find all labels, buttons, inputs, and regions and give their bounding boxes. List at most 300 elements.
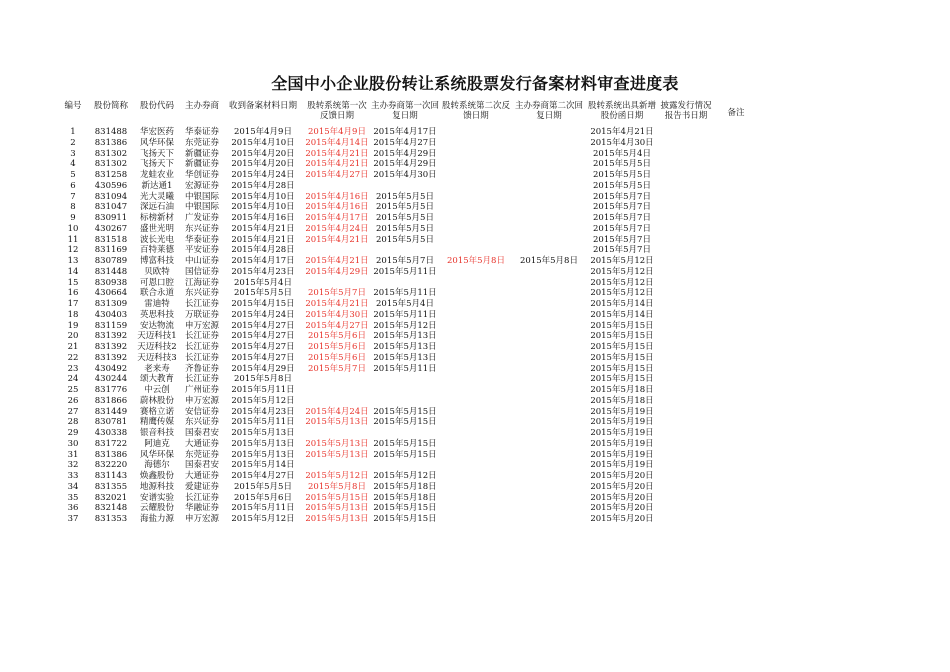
cell-received: 2015年5月11日 [231,417,295,428]
cell-letter: 2015年5月7日 [593,202,651,213]
cell-no: 17 [67,299,79,309]
cell-no: 37 [67,514,79,524]
cell-feedback1: 2015年4月21日 [305,148,369,159]
cell-received: 2015年4月10日 [231,191,295,202]
cell-no: 7 [70,191,76,202]
col-header-received: 收到备案材料日期 [228,101,297,111]
cell-name: 精鹰传媒 [139,417,174,428]
cell-code: 831169 [94,245,128,256]
cell-feedback1: 2015年4月21日 [305,159,369,170]
cell-no: 8 [70,202,76,213]
cell-reply1: 2015年5月15日 [373,449,437,460]
cell-letter: 2015年5月20日 [590,471,654,481]
cell-code: 831392 [94,352,128,363]
cell-code: 430596 [94,180,128,191]
cell-code: 831518 [94,234,128,245]
cell-reply1: 2015年5月5日 [376,223,434,234]
cell-code: 430664 [94,288,128,299]
col-header-broker: 主办券商 [184,101,219,111]
cell-code: 430267 [94,223,128,234]
cell-name: 老来寿 [144,363,170,374]
progress-table [0,127,950,525]
cell-reply1: 2015年5月12日 [373,320,437,331]
cell-no: 2 [70,137,76,148]
cell-reply1: 2015年5月12日 [373,471,437,481]
cell-name: 雷迪特 [144,299,170,309]
cell-letter: 2015年5月15日 [590,342,654,352]
cell-code: 832148 [94,503,128,514]
table-row [0,514,950,525]
cell-no: 31 [67,449,79,460]
table-row [0,439,950,450]
cell-no: 14 [67,266,79,277]
cell-reply1: 2015年5月15日 [373,503,437,514]
cell-no: 25 [67,385,79,395]
cell-feedback1: 2015年4月24日 [305,223,369,234]
cell-broker: 华泰证券 [184,234,219,245]
cell-broker: 爱建证券 [184,481,219,492]
cell-received: 2015年5月13日 [231,428,295,438]
cell-reply1: 2015年5月13日 [373,352,437,363]
cell-letter: 2015年5月15日 [590,320,654,331]
cell-name: 赛格立诺 [139,406,174,417]
cell-broker: 华融证券 [184,503,219,514]
cell-received: 2015年4月27日 [231,471,295,481]
cell-received: 2015年4月23日 [231,406,295,417]
cell-received: 2015年5月6日 [234,492,292,503]
cell-received: 2015年4月27日 [231,320,295,331]
cell-feedback1: 2015年5月6日 [308,352,366,363]
cell-letter: 2015年5月19日 [590,449,654,460]
cell-code: 831386 [94,137,128,148]
cell-letter: 2015年5月20日 [590,503,654,514]
cell-feedback1: 2015年4月16日 [305,191,369,202]
cell-feedback2: 2015年5月8日 [447,256,505,266]
table-row [0,299,950,310]
table-row [0,482,950,493]
cell-code: 831302 [94,148,128,159]
cell-name: 盛世光明 [139,223,174,234]
cell-code: 832021 [94,492,128,503]
cell-letter: 2015年5月19日 [590,460,654,471]
table-row [0,364,950,375]
cell-name: 安谱实验 [139,492,174,503]
cell-received: 2015年4月24日 [231,170,295,180]
table-row [0,149,950,160]
cell-reply1: 2015年5月7日 [376,256,434,266]
table-row [0,460,950,471]
col-header-no: 编号 [64,101,82,111]
cell-reply1: 2015年4月30日 [373,170,437,180]
cell-no: 13 [67,256,79,266]
cell-name: 安达物流 [139,320,174,331]
cell-code: 831309 [94,299,128,309]
table-row [0,471,950,482]
cell-received: 2015年4月28日 [231,245,295,256]
cell-received: 2015年4月10日 [231,137,295,148]
cell-reply1: 2015年5月15日 [373,514,437,524]
cell-broker: 长江证券 [184,299,219,309]
cell-broker: 长江证券 [184,342,219,352]
cell-letter: 2015年5月12日 [590,256,654,266]
cell-letter: 2015年5月7日 [593,234,651,245]
cell-letter: 2015年5月7日 [593,245,651,256]
cell-code: 831302 [94,159,128,170]
cell-no: 5 [70,170,76,180]
cell-name: 博富科技 [139,256,174,266]
cell-received: 2015年4月16日 [231,213,295,223]
cell-broker: 万联证券 [184,309,219,320]
cell-name: 蔚林股份 [139,395,174,406]
col-header-note: 备注 [727,108,745,118]
table-row [0,224,950,235]
cell-name: 天迈科技3 [137,352,177,363]
cell-broker: 申万宏源 [184,395,219,406]
cell-broker: 平安证券 [184,245,219,256]
cell-feedback1: 2015年4月14日 [305,137,369,148]
cell-code: 831258 [94,170,128,180]
cell-code: 831159 [94,320,128,331]
cell-no: 12 [67,245,79,256]
cell-letter: 2015年4月21日 [590,127,654,137]
cell-code: 831392 [94,331,128,342]
cell-received: 2015年5月5日 [234,481,292,492]
table-row [0,493,950,504]
cell-name: 地源科技 [139,481,174,492]
cell-code: 830789 [94,256,128,266]
cell-broker: 新疆证券 [184,148,219,159]
cell-no: 34 [67,481,79,492]
cell-reply1: 2015年5月15日 [373,438,437,449]
cell-letter: 2015年5月18日 [590,385,654,395]
cell-received: 2015年5月12日 [231,395,295,406]
cell-name: 海德尔 [144,460,170,471]
cell-name: 光大灵曦 [139,191,174,202]
cell-received: 2015年4月27日 [231,342,295,352]
cell-no: 32 [67,460,79,471]
cell-reply2: 2015年5月8日 [520,256,578,266]
cell-reply1: 2015年5月5日 [376,202,434,213]
cell-letter: 2015年5月14日 [590,309,654,320]
cell-broker: 东莞证券 [184,137,219,148]
cell-received: 2015年4月21日 [231,234,295,245]
cell-feedback1: 2015年5月13日 [305,514,369,524]
cell-feedback1: 2015年4月27日 [305,320,369,331]
table-row [0,321,950,332]
cell-code: 831448 [94,266,128,277]
cell-no: 35 [67,492,79,503]
col-header-reply1: 主办券商第一次回复日期 [370,101,439,121]
cell-letter: 2015年5月14日 [590,299,654,309]
cell-feedback1: 2015年4月16日 [305,202,369,213]
cell-feedback1: 2015年5月13日 [305,503,369,514]
cell-feedback1: 2015年4月27日 [305,170,369,180]
table-row [0,342,950,353]
cell-no: 11 [67,234,79,245]
table-row [0,450,950,461]
cell-feedback1: 2015年4月21日 [305,234,369,245]
cell-received: 2015年4月23日 [231,266,295,277]
cell-feedback1: 2015年5月15日 [305,492,369,503]
cell-reply1: 2015年5月5日 [376,191,434,202]
cell-received: 2015年5月4日 [234,277,292,288]
cell-broker: 广发证券 [184,213,219,223]
cell-feedback1: 2015年4月30日 [305,309,369,320]
cell-received: 2015年5月11日 [231,503,295,514]
cell-code: 831353 [94,514,128,524]
cell-letter: 2015年5月7日 [593,191,651,202]
cell-name: 贝欧特 [144,266,170,277]
cell-broker: 长江证券 [184,492,219,503]
cell-received: 2015年4月27日 [231,352,295,363]
table-row [0,288,950,299]
cell-broker: 大通证券 [184,438,219,449]
cell-reply1: 2015年4月17日 [373,127,437,137]
cell-feedback1: 2015年4月9日 [308,127,366,137]
cell-broker: 国泰君安 [184,460,219,471]
cell-letter: 2015年5月12日 [590,277,654,288]
cell-code: 832220 [94,460,128,471]
cell-code: 831392 [94,342,128,352]
cell-no: 28 [67,417,79,428]
cell-code: 831386 [94,449,128,460]
table-row [0,202,950,213]
cell-feedback1: 2015年4月24日 [305,406,369,417]
cell-broker: 中山证券 [184,256,219,266]
cell-reply1: 2015年5月15日 [373,417,437,428]
cell-no: 22 [67,352,79,363]
cell-name: 海盐力源 [139,514,174,524]
cell-broker: 安信证券 [184,406,219,417]
table-row [0,235,950,246]
cell-letter: 2015年5月15日 [590,352,654,363]
table-row [0,127,950,138]
cell-letter: 2015年5月15日 [590,363,654,374]
cell-no: 21 [67,342,79,352]
col-header-name: 股份简称 [93,101,128,111]
cell-letter: 2015年5月15日 [590,374,654,385]
cell-letter: 2015年5月19日 [590,428,654,438]
cell-feedback1: 2015年5月7日 [308,288,366,299]
cell-name: 深远石油 [139,202,174,213]
cell-name: 中云创 [144,385,170,395]
cell-code: 831355 [94,481,128,492]
cell-code: 831047 [94,202,128,213]
cell-name: 新达通1 [141,180,173,191]
cell-letter: 2015年5月12日 [590,266,654,277]
cell-reply1: 2015年5月5日 [376,213,434,223]
cell-reply1: 2015年5月4日 [376,299,434,309]
cell-no: 15 [67,277,79,288]
cell-reply1: 2015年5月11日 [373,288,437,299]
cell-feedback1: 2015年5月13日 [305,417,369,428]
cell-reply1: 2015年4月29日 [373,148,437,159]
cell-received: 2015年5月14日 [231,460,295,471]
table-row [0,331,950,342]
cell-received: 2015年5月12日 [231,514,295,524]
cell-name: 飞扬天下 [139,159,174,170]
cell-code: 831449 [94,406,128,417]
cell-broker: 广州证券 [184,385,219,395]
cell-letter: 2015年5月5日 [593,159,651,170]
cell-name: 天迈科技1 [137,331,177,342]
cell-no: 33 [67,471,79,481]
cell-broker: 东兴证券 [184,223,219,234]
cell-reply1: 2015年5月13日 [373,331,437,342]
cell-broker: 国信证券 [184,266,219,277]
cell-name: 英思科技 [139,309,174,320]
cell-no: 1 [70,127,76,137]
cell-broker: 齐鲁证券 [184,363,219,374]
cell-letter: 2015年5月15日 [590,331,654,342]
cell-received: 2015年4月15日 [231,299,295,309]
table-row [0,428,950,439]
cell-broker: 长江证券 [184,331,219,342]
cell-feedback1: 2015年5月7日 [308,363,366,374]
cell-letter: 2015年5月7日 [593,213,651,223]
table-row [0,278,950,289]
cell-no: 18 [67,309,79,320]
cell-letter: 2015年4月30日 [590,137,654,148]
cell-received: 2015年4月17日 [231,256,295,266]
cell-received: 2015年5月5日 [234,288,292,299]
table-row [0,245,950,256]
cell-feedback1: 2015年4月17日 [305,213,369,223]
cell-code: 831094 [94,191,128,202]
cell-reply1: 2015年4月27日 [373,137,437,148]
cell-code: 831722 [94,438,128,449]
table-row [0,353,950,364]
cell-code: 430492 [94,363,128,374]
cell-broker: 新疆证券 [184,159,219,170]
cell-received: 2015年4月10日 [231,202,295,213]
cell-received: 2015年4月28日 [231,180,295,191]
cell-feedback1: 2015年5月13日 [305,449,369,460]
cell-broker: 申万宏源 [184,320,219,331]
col-header-feedback1: 股转系统第一次反馈日期 [307,101,367,121]
cell-code: 831488 [94,127,128,137]
table-row [0,159,950,170]
table-row [0,138,950,149]
cell-name: 云耀股份 [139,503,174,514]
table-row [0,396,950,407]
cell-received: 2015年5月11日 [231,385,295,395]
cell-letter: 2015年5月18日 [590,395,654,406]
table-row [0,503,950,514]
table-row [0,170,950,181]
cell-feedback1: 2015年4月29日 [305,266,369,277]
table-row [0,181,950,192]
cell-broker: 长江证券 [184,352,219,363]
cell-letter: 2015年5月20日 [590,514,654,524]
cell-feedback1: 2015年5月6日 [308,331,366,342]
cell-no: 26 [67,395,79,406]
cell-letter: 2015年5月20日 [590,481,654,492]
cell-no: 23 [67,363,79,374]
cell-name: 龙蛙农业 [139,170,174,180]
cell-name: 可恩口腔 [139,277,174,288]
cell-received: 2015年4月27日 [231,331,295,342]
cell-feedback1: 2015年5月12日 [305,471,369,481]
table-row [0,407,950,418]
cell-letter: 2015年5月5日 [593,170,651,180]
cell-broker: 国泰君安 [184,428,219,438]
cell-no: 36 [67,503,79,514]
table-row [0,310,950,321]
cell-reply1: 2015年5月5日 [376,234,434,245]
page-title: 全国中小企业股份转让系统股票发行备案材料审查进度表 [271,74,679,93]
cell-broker: 江海证券 [184,277,219,288]
cell-no: 9 [70,213,76,223]
cell-broker: 东兴证券 [184,417,219,428]
cell-name: 天迈科技2 [137,342,177,352]
col-header-code: 股份代码 [139,101,174,111]
cell-name: 焕鑫股份 [139,471,174,481]
cell-broker: 华泰证券 [184,127,219,137]
cell-no: 24 [67,374,79,385]
cell-broker: 中银国际 [184,202,219,213]
cell-received: 2015年5月13日 [231,449,295,460]
col-header-report: 披露发行情况报告书日期 [660,101,712,121]
cell-no: 3 [70,148,76,159]
cell-reply1: 2015年5月15日 [373,406,437,417]
cell-reply1: 2015年5月11日 [373,363,437,374]
cell-code: 830938 [94,277,128,288]
cell-broker: 华创证券 [184,170,219,180]
cell-letter: 2015年5月12日 [590,288,654,299]
cell-no: 30 [67,438,79,449]
cell-broker: 申万宏源 [184,514,219,524]
cell-name: 波长光电 [139,234,174,245]
table-row [0,256,950,267]
cell-no: 10 [67,223,79,234]
cell-feedback1: 2015年5月8日 [308,481,366,492]
cell-no: 6 [70,180,76,191]
cell-received: 2015年5月8日 [234,374,292,385]
cell-name: 风华环保 [139,449,174,460]
cell-received: 2015年4月20日 [231,159,295,170]
cell-code: 831143 [94,471,128,481]
table-row [0,385,950,396]
cell-broker: 中银国际 [184,191,219,202]
cell-code: 430244 [94,374,128,385]
col-header-reply2: 主办券商第二次回复日期 [514,101,583,121]
col-header-letter: 股转系统出具新增股份函日期 [587,101,656,121]
cell-feedback1: 2015年5月6日 [308,342,366,352]
cell-feedback1: 2015年4月21日 [305,299,369,309]
cell-received: 2015年4月20日 [231,148,295,159]
cell-name: 飞扬天下 [139,148,174,159]
cell-reply1: 2015年5月11日 [373,266,437,277]
cell-broker: 东莞证券 [184,449,219,460]
cell-code: 430338 [94,428,128,438]
table-row [0,417,950,428]
col-header-feedback2: 股转系统第二次反馈日期 [441,101,510,121]
cell-feedback1: 2015年4月21日 [305,256,369,266]
cell-code: 430403 [94,309,128,320]
cell-code: 831866 [94,395,128,406]
cell-letter: 2015年5月20日 [590,492,654,503]
cell-no: 20 [67,331,79,342]
table-row [0,374,950,385]
cell-broker: 大通证券 [184,471,219,481]
cell-no: 19 [67,320,79,331]
cell-name: 联合永道 [139,288,174,299]
cell-no: 16 [67,288,79,299]
cell-code: 830781 [94,417,128,428]
cell-received: 2015年5月13日 [231,438,295,449]
cell-reply1: 2015年5月13日 [373,342,437,352]
